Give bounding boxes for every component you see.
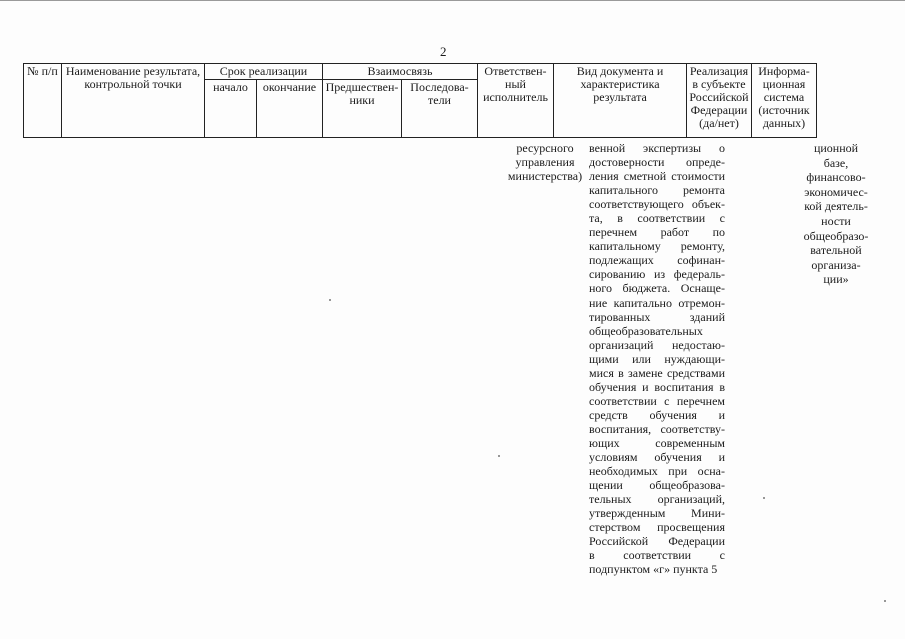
header-relation: Взаимосвязь [323,64,478,80]
text-line: финансово- [806,170,866,185]
text-line: министерства) [507,169,583,183]
text-line: в соответствии с [589,548,725,563]
scan-speck [329,299,331,301]
header-predecessors: Предшествен-ники [323,80,402,138]
text-line: вательной [810,243,862,258]
header-realization: Реализация в субъекте Российской Федерации (да/нет) [687,64,752,138]
text-line: организаций недостаю- [589,337,725,352]
header-responsible: Ответствен-ный исполнитель [478,64,554,138]
text-line: щении общеобразова- [589,478,725,493]
text-line: тированных зданий [589,309,725,324]
text-line: капитальному ремонту, [589,239,725,254]
text-line: ности [821,213,851,228]
text-line: достоверности опреде- [589,155,725,170]
text-line: ресурсного [516,141,574,155]
text-line: подпунктом «г» пункта 5 [589,562,718,577]
scan-speck [884,600,886,602]
scan-top-edge [0,0,905,3]
header-term-start: начало [205,80,257,138]
scan-speck [763,497,765,499]
text-line: общеобразо- [803,228,869,243]
text-line: ления сметной стоимости [589,169,725,184]
text-line: мися в замене средствами [589,365,725,380]
continuation-doc-type [589,141,725,576]
text-line: стерством просвещения [589,520,725,535]
text-line: воспитания, соответству- [589,421,725,436]
header-term-end: окончание [257,80,323,138]
text-line: сированию из федераль- [589,267,725,282]
text-line: та, в соответствии с [589,211,725,226]
text-line: Российской Федерации [589,534,725,549]
text-line: экономичес- [804,184,868,199]
continuation-info-system [796,141,876,287]
text-line: тельных организаций, [589,492,725,507]
text-line: ние капитально отремон- [589,295,725,310]
text-line: соответствии с перечнем [589,393,725,408]
header-doc-type: Вид документа и характеристика результата [554,64,687,138]
text-line: утвержденным Мини- [589,506,725,521]
header-successors: Последова-тели [402,80,478,138]
text-line: организа- [811,257,861,272]
header-info-system: Информа-ционная система (источник данных) [752,64,817,138]
page-number: 2 [440,44,447,59]
header-term: Срок реализации [205,64,323,80]
scan-speck [498,455,500,457]
text-line: соответствующего объек- [589,197,725,212]
text-line: обучения и воспитания в [589,379,725,394]
header-name: Наименование результата, контрольной точки [62,64,205,138]
text-line: необходимых при осна- [589,464,725,479]
text-line: кой деятель- [804,199,868,214]
text-line: условиям обучения и [589,450,725,465]
text-line: перечнем работ по [589,225,725,240]
text-line: ного бюджета. Оснаще- [589,281,725,296]
header-num: № п/п [24,64,62,138]
plan-table-header [23,63,817,138]
text-line: капитального ремонта [589,183,725,198]
text-line: ющих современным [589,435,725,450]
text-line: общеобразовательных [589,323,703,338]
text-line: ционной [813,141,859,155]
text-line: подлежащих софинан- [589,253,725,268]
continuation-responsible [505,141,585,183]
text-line: управления [515,155,575,169]
text-line: ции» [823,272,849,287]
text-line: щими или нуждающи- [589,351,725,366]
text-line: венной экспертизы о [589,141,725,155]
text-line: средств обучения и [589,407,725,422]
text-line: базе, [823,155,849,170]
